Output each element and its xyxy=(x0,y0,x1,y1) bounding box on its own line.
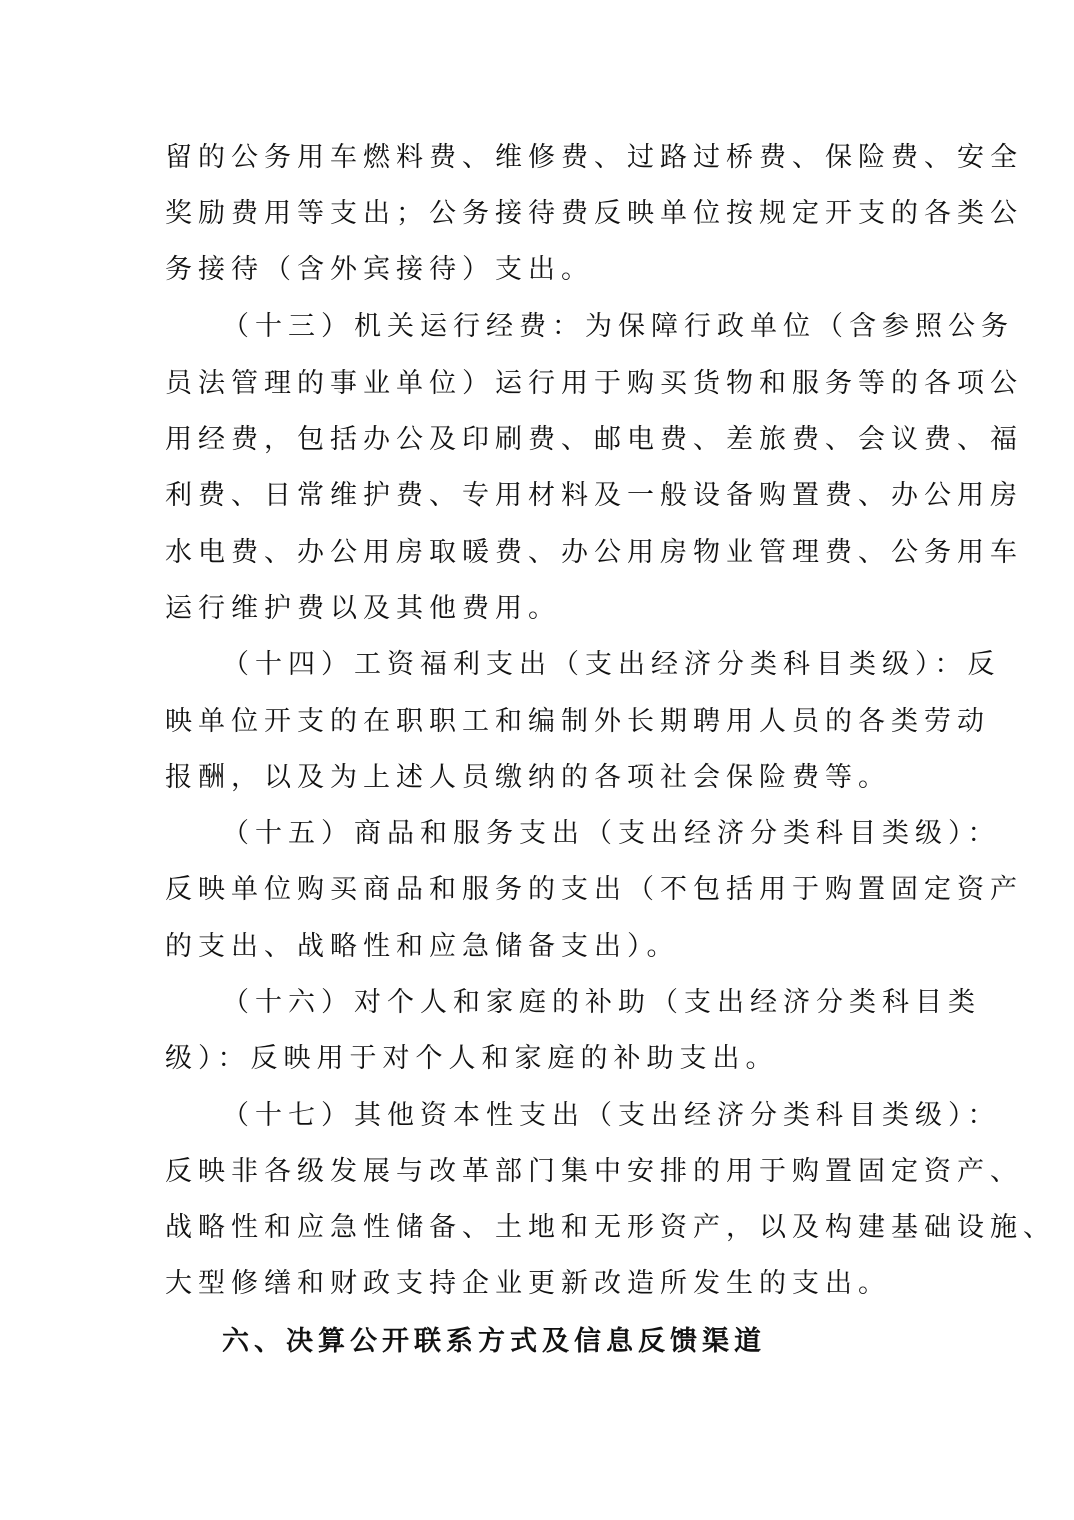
body-text-line: 留的公务用车燃料费、维修费、过路过桥费、保险费、安全 xyxy=(165,142,1023,173)
body-text-line: 水电费、办公用房取暖费、办公用房物业管理费、公务用车 xyxy=(165,537,1023,568)
body-text-line: 大型修缮和财政支持企业更新改造所发生的支出。 xyxy=(165,1268,891,1299)
body-text-line: 报酬，以及为上述人员缴纳的各项社会保险费等。 xyxy=(165,762,891,793)
body-text-line: 的支出、战略性和应急储备支出）。 xyxy=(165,931,680,962)
paragraph-13-first-line: （十三）机关运行经费：为保障行政单位（含参照公务 xyxy=(222,311,1014,342)
paragraph-15-first-line: （十五）商品和服务支出（支出经济分类科目类级）： xyxy=(222,818,1001,849)
body-text-line: 务接待（含外宾接待）支出。 xyxy=(165,254,594,285)
body-text-line: 级）：反映用于对个人和家庭的补助支出。 xyxy=(165,1043,779,1074)
body-text-line: 利费、日常维护费、专用材料及一般设备购置费、办公用房 xyxy=(165,480,1023,511)
body-text-line: 用经费，包括办公及印刷费、邮电费、差旅费、会议费、福 xyxy=(165,424,1023,455)
body-text-line: 反映单位购买商品和服务的支出（不包括用于购置固定资产 xyxy=(165,874,1023,905)
section-heading: 六、决算公开联系方式及信息反馈渠道 xyxy=(222,1326,766,1357)
body-text-line: 战略性和应急性储备、土地和无形资产，以及构建基础设施、 xyxy=(165,1212,1056,1243)
paragraph-14-first-line: （十四）工资福利支出（支出经济分类科目类级）：反 xyxy=(222,649,1001,680)
body-text-line: 映单位开支的在职职工和编制外长期聘用人员的各类劳动 xyxy=(165,706,990,737)
body-text-line: 运行维护费以及其他费用。 xyxy=(165,593,561,624)
paragraph-16-first-line: （十六）对个人和家庭的补助（支出经济分类科目类 xyxy=(222,987,981,1018)
paragraph-17-first-line: （十七）其他资本性支出（支出经济分类科目类级）： xyxy=(222,1100,1001,1131)
body-text-line: 员法管理的事业单位）运行用于购买货物和服务等的各项公 xyxy=(165,368,1023,399)
body-text-line: 反映非各级发展与改革部门集中安排的用于购置固定资产、 xyxy=(165,1156,1023,1187)
body-text-line: 奖励费用等支出；公务接待费反映单位按规定开支的各类公 xyxy=(165,198,1023,229)
